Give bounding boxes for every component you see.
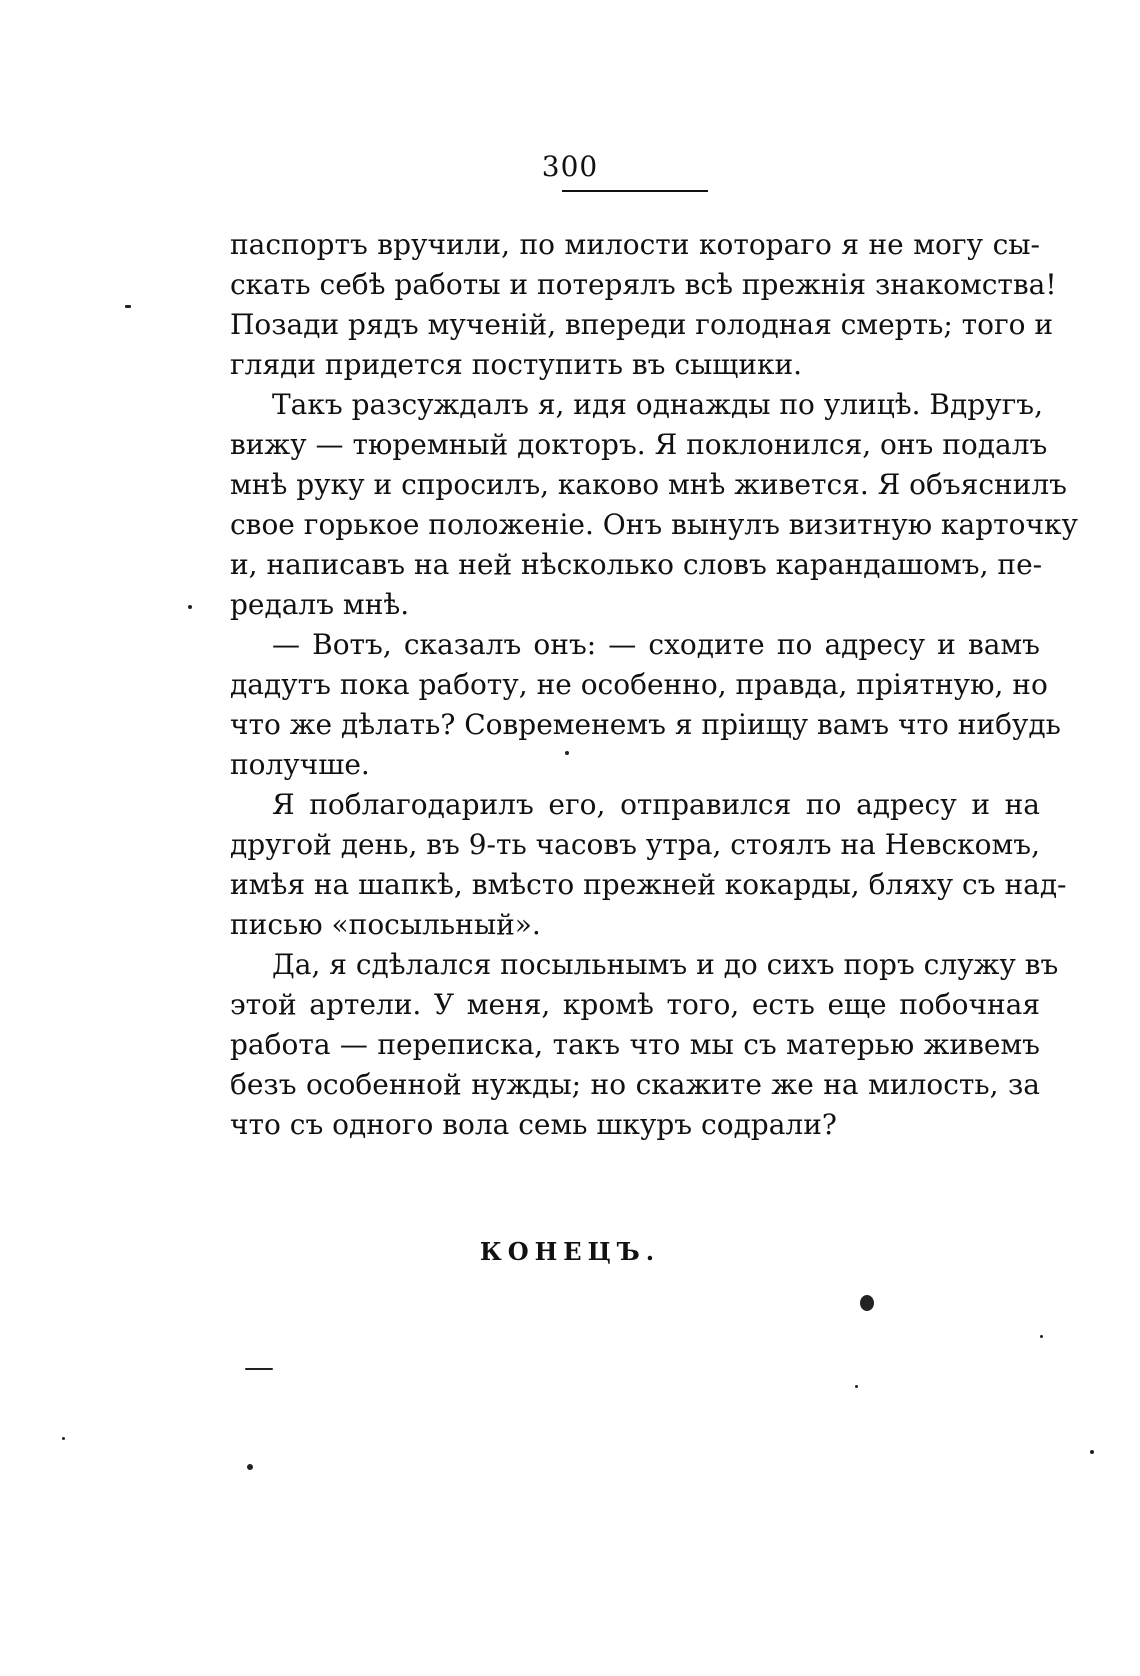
text-line: вижу — тюремный докторъ. Я поклонился, онъ подалъ bbox=[230, 428, 1048, 461]
text-line: и, написавъ на ней нѣсколько словъ карандашомъ, пе- bbox=[230, 548, 1043, 581]
scan-speck bbox=[1040, 1335, 1043, 1338]
text-line: что съ одного вола семь шкуръ содрали? bbox=[230, 1108, 837, 1141]
scan-speck bbox=[188, 605, 192, 609]
text-line: другой день, въ 9-ть часовъ утра, стоялъ на Невскомъ, bbox=[230, 828, 1040, 861]
text-line: скать себѣ работы и потерялъ всѣ прежнія знакомства! bbox=[230, 268, 1057, 301]
text-line: имѣя на шапкѣ, вмѣсто прежней кокарды, бляху съ над- bbox=[230, 868, 1067, 901]
text-line: мнѣ руку и спросилъ, каково мнѣ живется. Я объяснилъ bbox=[230, 468, 1067, 501]
text-line: дадутъ пока работу, не особенно, правда, пріятную, но bbox=[230, 668, 1048, 701]
text-line: Я поблагодарилъ его, отправился по адресу и на bbox=[272, 788, 1040, 821]
scan-speck bbox=[1090, 1450, 1094, 1454]
page-number-rule bbox=[562, 190, 708, 192]
text-line: свое горькое положеніе. Онъ вынулъ визитную карточку bbox=[230, 508, 1079, 541]
text-line: гляди придется поступить въ сыщики. bbox=[230, 348, 803, 381]
scan-speck bbox=[860, 1295, 874, 1311]
text-line: писью «посыльный». bbox=[230, 908, 541, 941]
text-line: безъ особенной нужды; но скажите же на милость, за bbox=[230, 1068, 1040, 1101]
page-number: 300 bbox=[541, 150, 599, 183]
scan-speck bbox=[565, 751, 569, 755]
text-line: Да, я сдѣлался посыльнымъ и до сихъ поръ служу въ bbox=[272, 948, 1059, 981]
text-line: получше. bbox=[230, 748, 370, 781]
text-line: этой артели. У меня, кромѣ того, есть еще побочная bbox=[230, 988, 1040, 1021]
scan-speck bbox=[247, 1464, 253, 1470]
text-line: паспортъ вручили, по милости котораго я не могу сы- bbox=[230, 228, 1040, 261]
body-text bbox=[230, 225, 1079, 1145]
ending-label: КОНЕЦЪ. bbox=[479, 1237, 661, 1266]
scan-speck bbox=[855, 1385, 858, 1388]
text-line: работа — переписка, такъ что мы съ матерью живемъ bbox=[230, 1028, 1040, 1061]
text-line: Позади рядъ мученій, впереди голодная смерть; того и bbox=[230, 308, 1054, 341]
text-line: — Вотъ, сказалъ онъ: — сходите по адресу и вамъ bbox=[272, 628, 1040, 661]
text-line: что же дѣлать? Современемъ я пріищу вамъ что нибудь bbox=[230, 708, 1061, 741]
text-line: Такъ разсуждалъ я, идя однажды по улицѣ. Вдругъ, bbox=[272, 388, 1044, 421]
scan-speck bbox=[245, 1368, 273, 1370]
scan-speck bbox=[62, 1437, 65, 1440]
text-line: редалъ мнѣ. bbox=[230, 588, 410, 621]
scan-speck bbox=[125, 305, 131, 308]
